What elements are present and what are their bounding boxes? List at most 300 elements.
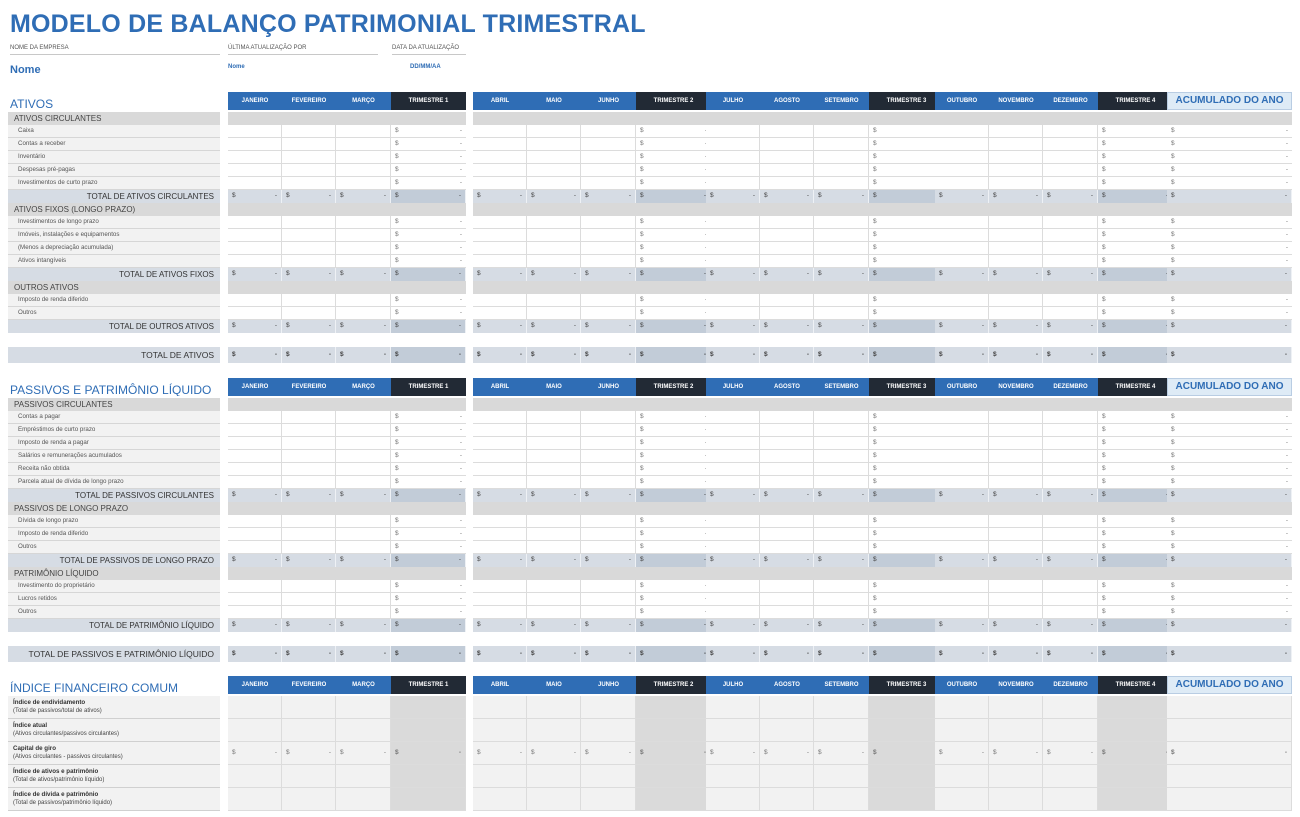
month-input-cell[interactable]	[581, 606, 636, 619]
month-input-cell[interactable]	[706, 476, 760, 489]
month-input-cell[interactable]	[814, 216, 869, 229]
month-input-cell[interactable]	[473, 138, 527, 151]
month-input-cell[interactable]	[581, 164, 636, 177]
month-input-cell[interactable]	[581, 229, 636, 242]
month-input-cell[interactable]	[228, 437, 282, 450]
month-input-cell[interactable]	[581, 541, 636, 554]
month-input-cell[interactable]	[935, 216, 989, 229]
month-input-cell[interactable]	[527, 541, 581, 554]
amount-value: -	[274, 748, 277, 756]
month-input-cell[interactable]	[1043, 528, 1098, 541]
month-input-cell[interactable]	[1043, 255, 1098, 268]
month-input-cell[interactable]	[282, 580, 336, 593]
month-input-cell[interactable]	[527, 229, 581, 242]
month-input-cell[interactable]	[1043, 476, 1098, 489]
month-input-cell[interactable]	[1043, 515, 1098, 528]
subtotal-cell	[703, 489, 760, 502]
month-input-cell[interactable]	[282, 606, 336, 619]
month-input-cell[interactable]	[282, 411, 336, 424]
month-input-cell[interactable]	[473, 125, 527, 138]
month-input-cell[interactable]	[760, 606, 814, 619]
month-input-cell[interactable]	[706, 450, 760, 463]
month-input-cell[interactable]	[527, 242, 581, 255]
month-input-cell[interactable]	[935, 580, 989, 593]
month-input-cell[interactable]	[473, 476, 527, 489]
month-input-cell[interactable]	[760, 541, 814, 554]
month-input-cell[interactable]	[527, 151, 581, 164]
month-input-cell[interactable]	[706, 125, 760, 138]
month-input-cell[interactable]	[228, 294, 282, 307]
month-input-cell[interactable]	[989, 294, 1043, 307]
month-input-cell[interactable]	[814, 450, 869, 463]
month-input-cell[interactable]	[282, 294, 336, 307]
month-input-cell[interactable]	[989, 541, 1043, 554]
month-input-cell[interactable]	[473, 528, 527, 541]
month-input-cell[interactable]	[989, 450, 1043, 463]
month-input-cell[interactable]	[760, 476, 814, 489]
month-input-cell[interactable]	[473, 463, 527, 476]
month-input-cell[interactable]	[989, 476, 1043, 489]
month-input-cell[interactable]	[760, 437, 814, 450]
month-input-cell[interactable]	[935, 125, 989, 138]
month-input-cell[interactable]	[282, 593, 336, 606]
month-input-cell[interactable]	[935, 307, 989, 320]
month-input-cell[interactable]	[706, 515, 760, 528]
month-input-cell[interactable]	[228, 125, 282, 138]
month-input-cell[interactable]	[336, 177, 391, 190]
month-input-cell[interactable]	[581, 424, 636, 437]
month-input-cell[interactable]	[527, 164, 581, 177]
month-input-cell[interactable]	[228, 463, 282, 476]
month-input-cell[interactable]	[935, 606, 989, 619]
month-input-cell[interactable]	[282, 463, 336, 476]
month-input-cell[interactable]	[336, 229, 391, 242]
month-input-cell[interactable]	[473, 229, 527, 242]
month-input-cell[interactable]	[228, 216, 282, 229]
quarter-total-cell	[1098, 177, 1173, 190]
month-input-cell[interactable]	[228, 528, 282, 541]
month-input-cell[interactable]	[935, 463, 989, 476]
subtotal-cell	[391, 489, 466, 502]
currency-symbol: $	[873, 322, 877, 330]
month-input-cell[interactable]	[1043, 606, 1098, 619]
month-input-cell[interactable]	[473, 606, 527, 619]
month-input-cell[interactable]	[473, 437, 527, 450]
month-input-cell[interactable]	[706, 177, 760, 190]
month-input-cell[interactable]	[473, 294, 527, 307]
month-input-cell[interactable]	[336, 606, 391, 619]
month-input-cell[interactable]	[527, 606, 581, 619]
month-input-cell[interactable]	[228, 411, 282, 424]
month-input-cell[interactable]	[228, 541, 282, 554]
month-input-cell[interactable]	[581, 528, 636, 541]
month-input-cell[interactable]	[1043, 177, 1098, 190]
month-input-cell[interactable]	[228, 229, 282, 242]
month-input-cell[interactable]	[706, 255, 760, 268]
month-input-cell[interactable]	[336, 424, 391, 437]
month-input-cell[interactable]	[473, 164, 527, 177]
month-input-cell[interactable]	[814, 255, 869, 268]
month-input-cell[interactable]	[473, 424, 527, 437]
month-input-cell[interactable]	[814, 528, 869, 541]
month-input-cell[interactable]	[581, 515, 636, 528]
month-input-cell[interactable]	[706, 541, 760, 554]
month-input-cell[interactable]	[527, 255, 581, 268]
month-input-cell[interactable]	[336, 125, 391, 138]
line-item-label: (Menos a depreciação acumulada)	[8, 242, 220, 255]
month-input-cell[interactable]	[336, 515, 391, 528]
month-input-cell[interactable]	[814, 593, 869, 606]
month-input-cell[interactable]	[282, 125, 336, 138]
month-input-cell[interactable]	[935, 138, 989, 151]
month-input-cell[interactable]	[581, 255, 636, 268]
month-input-cell[interactable]	[1043, 125, 1098, 138]
amount-value: -	[274, 491, 277, 499]
month-input-cell[interactable]	[282, 307, 336, 320]
month-input-cell[interactable]	[760, 424, 814, 437]
currency-symbol: $	[1102, 322, 1106, 330]
month-input-cell[interactable]	[814, 541, 869, 554]
month-input-cell[interactable]	[581, 437, 636, 450]
month-input-cell[interactable]	[706, 216, 760, 229]
month-input-cell[interactable]	[1043, 151, 1098, 164]
month-input-cell[interactable]	[760, 307, 814, 320]
month-input-cell[interactable]	[989, 580, 1043, 593]
month-input-cell[interactable]	[706, 606, 760, 619]
month-input-cell[interactable]	[1043, 580, 1098, 593]
month-input-cell[interactable]	[581, 242, 636, 255]
month-input-cell[interactable]	[935, 424, 989, 437]
month-input-cell[interactable]	[527, 216, 581, 229]
month-input-cell[interactable]	[1043, 307, 1098, 320]
month-input-cell[interactable]	[706, 437, 760, 450]
month-input-cell[interactable]	[581, 463, 636, 476]
month-input-cell[interactable]	[760, 528, 814, 541]
month-input-cell[interactable]	[282, 515, 336, 528]
month-input-cell[interactable]	[989, 515, 1043, 528]
quarter-total-cell	[391, 528, 466, 541]
month-input-cell[interactable]	[527, 307, 581, 320]
month-input-cell[interactable]	[473, 255, 527, 268]
month-input-cell[interactable]	[760, 463, 814, 476]
currency-symbol: $	[939, 350, 943, 358]
subtotal-cell	[814, 554, 869, 567]
month-input-cell[interactable]	[527, 411, 581, 424]
month-input-cell[interactable]	[935, 450, 989, 463]
month-input-cell[interactable]	[814, 411, 869, 424]
month-input-cell[interactable]	[706, 164, 760, 177]
month-input-cell[interactable]	[760, 294, 814, 307]
month-input-cell[interactable]	[989, 307, 1043, 320]
month-input-cell[interactable]	[527, 437, 581, 450]
month-input-cell[interactable]	[581, 294, 636, 307]
company-name-field[interactable]: Nome	[10, 64, 41, 76]
month-input-cell[interactable]	[706, 528, 760, 541]
month-input-cell[interactable]	[336, 411, 391, 424]
month-input-cell[interactable]	[760, 580, 814, 593]
month-input-cell[interactable]	[336, 294, 391, 307]
month-input-cell[interactable]	[935, 229, 989, 242]
month-input-cell[interactable]	[282, 229, 336, 242]
month-input-cell[interactable]	[760, 125, 814, 138]
month-input-cell[interactable]	[336, 255, 391, 268]
ratio-name: Índice de endividamento	[13, 699, 86, 706]
month-input-cell[interactable]	[760, 255, 814, 268]
month-input-cell[interactable]	[228, 255, 282, 268]
month-input-cell[interactable]	[581, 138, 636, 151]
month-input-cell[interactable]	[989, 229, 1043, 242]
month-input-cell[interactable]	[935, 515, 989, 528]
month-input-cell[interactable]	[228, 307, 282, 320]
month-input-cell[interactable]	[989, 528, 1043, 541]
month-input-cell[interactable]	[581, 411, 636, 424]
month-input-cell[interactable]	[228, 151, 282, 164]
month-input-cell[interactable]	[336, 593, 391, 606]
month-input-cell[interactable]	[1043, 138, 1098, 151]
month-input-cell[interactable]	[1043, 164, 1098, 177]
month-input-cell[interactable]	[473, 593, 527, 606]
month-input-cell[interactable]	[282, 476, 336, 489]
month-input-cell[interactable]	[228, 606, 282, 619]
month-input-cell[interactable]	[282, 255, 336, 268]
month-input-cell[interactable]	[1043, 229, 1098, 242]
month-input-cell[interactable]	[282, 151, 336, 164]
month-input-cell[interactable]	[473, 515, 527, 528]
month-input-cell[interactable]	[1043, 242, 1098, 255]
month-input-cell[interactable]	[760, 177, 814, 190]
month-input-cell[interactable]	[935, 255, 989, 268]
currency-symbol: $	[477, 748, 481, 756]
quarter-total-cell	[636, 216, 711, 229]
month-input-cell[interactable]	[989, 151, 1043, 164]
month-input-cell[interactable]	[935, 151, 989, 164]
month-input-cell[interactable]	[706, 580, 760, 593]
month-input-cell[interactable]	[581, 216, 636, 229]
month-input-cell[interactable]	[527, 463, 581, 476]
month-input-cell[interactable]	[473, 242, 527, 255]
month-input-cell[interactable]	[1043, 216, 1098, 229]
month-input-cell[interactable]	[760, 411, 814, 424]
month-input-cell[interactable]	[1043, 424, 1098, 437]
month-input-cell[interactable]	[706, 229, 760, 242]
month-input-cell[interactable]	[336, 528, 391, 541]
month-input-cell[interactable]	[814, 177, 869, 190]
month-input-cell[interactable]	[336, 437, 391, 450]
month-input-cell[interactable]	[228, 515, 282, 528]
month-input-cell[interactable]	[473, 450, 527, 463]
month-input-cell[interactable]	[760, 229, 814, 242]
month-input-cell[interactable]	[760, 216, 814, 229]
updated-by-field[interactable]: Nome	[228, 64, 245, 70]
month-input-cell[interactable]	[989, 593, 1043, 606]
month-input-cell[interactable]	[282, 242, 336, 255]
month-input-cell[interactable]	[228, 242, 282, 255]
month-input-cell[interactable]	[473, 411, 527, 424]
month-input-cell[interactable]	[760, 593, 814, 606]
month-input-cell[interactable]	[527, 593, 581, 606]
month-input-cell[interactable]	[473, 177, 527, 190]
month-input-cell[interactable]	[527, 528, 581, 541]
month-input-cell[interactable]	[336, 164, 391, 177]
month-input-cell[interactable]	[989, 216, 1043, 229]
month-input-cell[interactable]	[282, 424, 336, 437]
month-input-cell[interactable]	[527, 138, 581, 151]
month-input-cell[interactable]	[581, 580, 636, 593]
month-input-cell[interactable]	[473, 216, 527, 229]
month-input-cell[interactable]	[282, 450, 336, 463]
month-input-cell[interactable]	[989, 255, 1043, 268]
month-input-cell[interactable]	[282, 541, 336, 554]
month-input-cell[interactable]	[282, 177, 336, 190]
month-input-cell[interactable]	[1043, 541, 1098, 554]
month-input-cell[interactable]	[935, 177, 989, 190]
month-input-cell[interactable]	[282, 437, 336, 450]
month-input-cell[interactable]	[814, 164, 869, 177]
month-input-cell[interactable]	[989, 164, 1043, 177]
month-input-cell[interactable]	[935, 411, 989, 424]
month-input-cell[interactable]	[760, 242, 814, 255]
month-input-cell[interactable]	[935, 476, 989, 489]
month-input-cell[interactable]	[935, 294, 989, 307]
month-input-cell[interactable]	[814, 463, 869, 476]
month-input-cell[interactable]	[814, 580, 869, 593]
month-input-cell[interactable]	[527, 580, 581, 593]
month-input-cell[interactable]	[581, 125, 636, 138]
month-input-cell[interactable]	[814, 476, 869, 489]
month-input-cell[interactable]	[814, 307, 869, 320]
month-input-cell[interactable]	[814, 437, 869, 450]
month-input-cell[interactable]	[336, 541, 391, 554]
month-input-cell[interactable]	[336, 216, 391, 229]
month-input-cell[interactable]	[814, 229, 869, 242]
month-input-cell[interactable]	[1043, 463, 1098, 476]
month-input-cell[interactable]	[527, 125, 581, 138]
month-input-cell[interactable]	[282, 216, 336, 229]
month-input-cell[interactable]	[228, 138, 282, 151]
month-input-cell[interactable]	[228, 450, 282, 463]
month-input-cell[interactable]	[527, 294, 581, 307]
month-input-cell[interactable]	[989, 242, 1043, 255]
month-input-cell[interactable]	[581, 307, 636, 320]
month-input-cell[interactable]	[989, 606, 1043, 619]
month-input-cell[interactable]	[581, 177, 636, 190]
month-input-cell[interactable]	[527, 515, 581, 528]
month-input-cell[interactable]	[336, 476, 391, 489]
month-input-cell[interactable]	[527, 424, 581, 437]
month-input-cell[interactable]	[1043, 294, 1098, 307]
quarter-total-cell	[869, 593, 944, 606]
currency-symbol: $	[818, 192, 822, 200]
month-input-cell[interactable]	[473, 580, 527, 593]
month-input-cell[interactable]	[814, 138, 869, 151]
month-input-cell[interactable]	[228, 177, 282, 190]
month-input-cell[interactable]	[336, 580, 391, 593]
month-input-cell[interactable]	[814, 606, 869, 619]
subtotal-cell	[935, 190, 989, 203]
month-input-cell[interactable]	[989, 125, 1043, 138]
month-input-cell[interactable]	[1043, 593, 1098, 606]
month-input-cell[interactable]	[760, 164, 814, 177]
month-input-cell[interactable]	[935, 528, 989, 541]
amount-value: -	[703, 649, 706, 657]
month-input-cell[interactable]	[706, 242, 760, 255]
month-input-cell[interactable]	[935, 541, 989, 554]
month-input-cell[interactable]	[527, 450, 581, 463]
month-input-cell[interactable]	[581, 476, 636, 489]
month-input-cell[interactable]	[706, 411, 760, 424]
month-input-cell[interactable]	[336, 242, 391, 255]
month-input-cell[interactable]	[1043, 437, 1098, 450]
month-input-cell[interactable]	[228, 424, 282, 437]
month-input-cell[interactable]	[228, 476, 282, 489]
month-input-cell[interactable]	[1043, 450, 1098, 463]
month-input-cell[interactable]	[760, 450, 814, 463]
month-input-cell[interactable]	[706, 424, 760, 437]
month-input-cell[interactable]	[706, 138, 760, 151]
month-input-cell[interactable]	[935, 242, 989, 255]
month-input-cell[interactable]	[581, 151, 636, 164]
month-input-cell[interactable]	[1043, 411, 1098, 424]
subtotal-label: TOTAL DE PASSIVOS DE LONGO PRAZO	[8, 554, 220, 567]
month-input-cell[interactable]	[336, 138, 391, 151]
month-input-cell[interactable]	[581, 593, 636, 606]
month-input-cell[interactable]	[989, 437, 1043, 450]
month-input-cell[interactable]	[527, 476, 581, 489]
month-input-cell[interactable]	[282, 138, 336, 151]
month-input-cell[interactable]	[706, 593, 760, 606]
month-input-cell[interactable]	[706, 294, 760, 307]
month-input-cell[interactable]	[814, 424, 869, 437]
month-input-cell[interactable]	[473, 307, 527, 320]
month-input-cell[interactable]	[989, 463, 1043, 476]
month-input-cell[interactable]	[336, 307, 391, 320]
month-input-cell[interactable]	[989, 177, 1043, 190]
month-input-cell[interactable]	[336, 463, 391, 476]
month-input-cell[interactable]	[706, 463, 760, 476]
month-input-cell[interactable]	[282, 164, 336, 177]
month-input-cell[interactable]	[814, 125, 869, 138]
currency-symbol: $	[395, 477, 399, 485]
month-input-cell[interactable]	[935, 593, 989, 606]
currency-symbol: $	[873, 438, 877, 446]
month-input-cell[interactable]	[527, 177, 581, 190]
month-input-cell[interactable]	[814, 294, 869, 307]
month-input-cell[interactable]	[760, 138, 814, 151]
month-input-cell[interactable]	[989, 424, 1043, 437]
month-input-cell[interactable]	[989, 138, 1043, 151]
month-input-cell[interactable]	[760, 151, 814, 164]
month-input-cell[interactable]	[935, 164, 989, 177]
month-input-cell[interactable]	[228, 164, 282, 177]
update-date-field[interactable]: DD/MM/AA	[410, 64, 441, 70]
month-input-cell[interactable]	[473, 541, 527, 554]
month-input-cell[interactable]	[282, 528, 336, 541]
month-input-cell[interactable]	[814, 242, 869, 255]
month-input-cell[interactable]	[706, 151, 760, 164]
month-input-cell[interactable]	[989, 411, 1043, 424]
month-input-cell[interactable]	[581, 450, 636, 463]
month-input-cell[interactable]	[760, 515, 814, 528]
month-input-cell[interactable]	[935, 437, 989, 450]
month-input-cell[interactable]	[336, 450, 391, 463]
month-input-cell[interactable]	[228, 593, 282, 606]
month-input-cell[interactable]	[706, 307, 760, 320]
month-input-cell[interactable]	[814, 515, 869, 528]
month-input-cell[interactable]	[336, 151, 391, 164]
month-input-cell[interactable]	[228, 580, 282, 593]
month-input-cell[interactable]	[814, 151, 869, 164]
month-input-cell[interactable]	[473, 151, 527, 164]
